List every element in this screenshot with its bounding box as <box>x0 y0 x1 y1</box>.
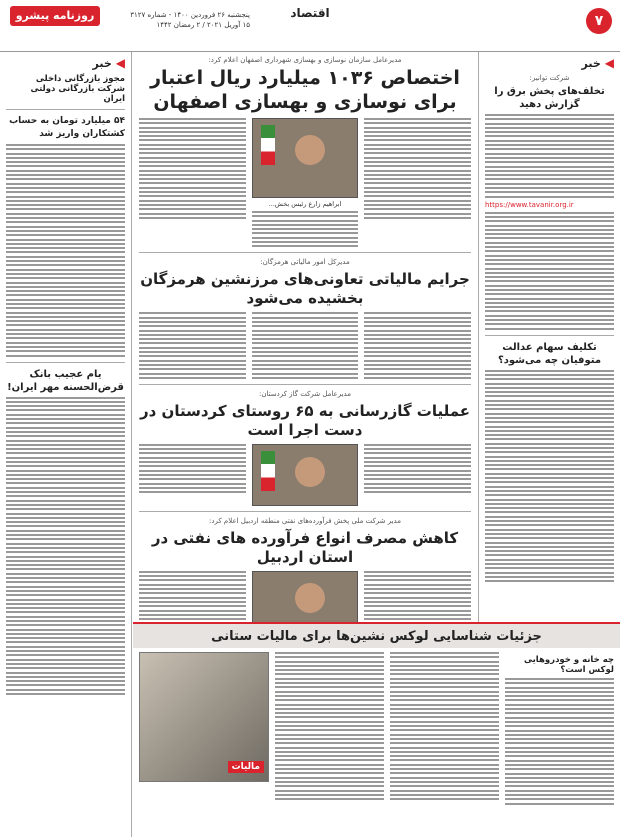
divider <box>139 384 471 385</box>
main-story <box>139 118 471 247</box>
right-news-column <box>478 52 620 622</box>
story-body-2 <box>485 370 614 583</box>
date-block <box>110 10 250 30</box>
divider <box>139 252 471 253</box>
feature-col-3 <box>275 652 384 835</box>
story-link[interactable]: https://www.tavanir.org.ir <box>485 200 574 209</box>
story4-photo <box>252 571 359 629</box>
main-kicker: مدیرعامل سازمان نوسازی و بهسازی شهرداری اصفهان اعلام کرد: <box>208 56 402 64</box>
story-body-3 <box>6 397 125 695</box>
newspaper-logo: روزنامه پیشرو <box>10 6 100 26</box>
story3-kicker: مدیرعامل شرکت گاز کردستان: <box>259 389 351 398</box>
main-story-col-2 <box>252 211 359 247</box>
center-content <box>133 52 477 622</box>
tax-label: مالیات <box>228 761 264 773</box>
feature-title: جزئیات شناسایی لوکس نشین‌ها برای مالیات ستانی <box>133 624 620 648</box>
chevron-icon: ◀ <box>115 56 125 70</box>
news-tag-label: خبر <box>92 56 112 70</box>
news-tag <box>6 56 125 70</box>
masthead <box>0 0 620 52</box>
main-headline: اختصاص ۱۰۳۶ میلیارد ریال اعتبار برای نوسازی و بهسازی اصفهان <box>150 67 460 113</box>
main-story-col-3 <box>139 118 246 247</box>
feature-col-1 <box>505 678 614 805</box>
story-body-2 <box>6 144 125 357</box>
story-title-3: یام عجیب بانک قرض‌الحسنه مهر ایران! <box>7 368 124 393</box>
divider <box>6 362 125 363</box>
page-number: ۷ <box>586 8 612 34</box>
feature-body <box>133 648 620 837</box>
section-title: اقتصاد <box>290 6 330 20</box>
left-news-column <box>0 52 132 837</box>
chevron-icon: ◀ <box>604 56 614 70</box>
story4-headline: کاهش مصرف انواع فرآورده های نفتی در استان اردبیل <box>151 528 459 566</box>
story3-photo <box>252 444 359 506</box>
story-title-2: تکلیف سهام عدالت متوفیان چه می‌شود؟ <box>497 341 602 366</box>
story4-kicker: مدیر شرکت ملی پخش فرآورده‌های نفتی منطقه اردبیل اعلام کرد: <box>209 516 401 525</box>
story2-kicker: مدیرکل امور مالیاتی هرمزگان: <box>260 258 350 267</box>
divider <box>139 511 471 512</box>
story-body <box>485 114 614 198</box>
story-kicker: شرکت توانیر: <box>529 74 570 82</box>
divider <box>485 335 614 336</box>
feature-col-2 <box>390 652 499 835</box>
story-body-continued <box>485 212 614 330</box>
date-line-2: ۱۵ آوریل ۲۰۲۱ / ۲ رمضان ۱۴۴۲ <box>156 21 250 29</box>
main-photo-caption: ابراهیم زارع رئیس بخش... <box>268 200 342 208</box>
news-tag <box>485 56 614 70</box>
story3-body <box>139 444 471 506</box>
story3-headline: عملیات گازرسانی به ۶۵ روستای کردستان در دست اجرا است <box>139 401 471 439</box>
story-title: تخلف‌های پخش برق را گزارش دهید <box>494 86 605 110</box>
tax-illustration <box>139 652 269 782</box>
story-title: مجوز بازرگانی داخلی شرکت بازرگانی دولتی ایران <box>30 74 125 104</box>
news-tag-label: خبر <box>581 56 601 70</box>
divider <box>6 109 125 110</box>
bottom-feature <box>133 622 620 837</box>
story4-body <box>139 571 471 629</box>
story2-body <box>139 312 471 378</box>
feature-question: چه خانه و خودرو‌هایی لوکس است؟ <box>524 655 614 675</box>
story-title-2: ۵۴ میلیارد تومان به حساب کشتکاران واریز شد <box>9 116 125 139</box>
story2-headline: جرایم مالیاتی تعاونی‌های مرزنشین هرمزگان بخشیده می‌شود <box>140 270 470 308</box>
main-story-col-1 <box>364 118 471 247</box>
main-story-photo <box>252 118 359 198</box>
date-line-1: پنجشنبه ۲۶ فروردین ۱۴۰۰ - شماره ۳۱۲۷ <box>130 11 250 19</box>
